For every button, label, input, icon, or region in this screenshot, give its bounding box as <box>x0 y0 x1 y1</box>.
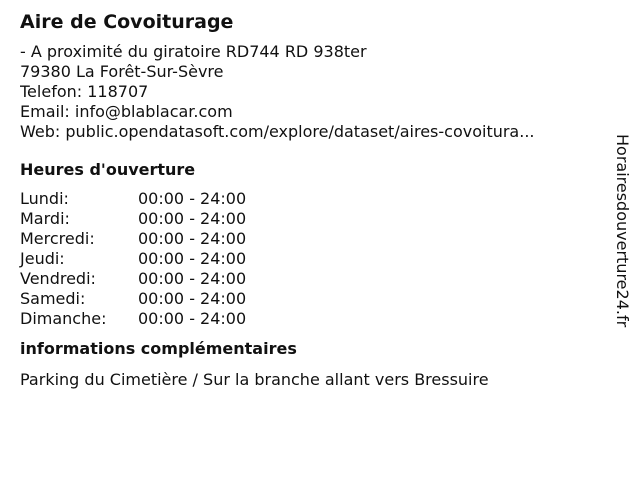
time-range: 00:00 - 24:00 <box>138 289 247 308</box>
hours-row-friday <box>20 269 246 289</box>
day-label: Jeudi: <box>20 249 65 268</box>
time-range: 00:00 - 24:00 <box>138 209 247 228</box>
hours-row-monday <box>20 189 246 209</box>
time-range: 00:00 - 24:00 <box>138 249 247 268</box>
additional-info-heading: informations complémentaires <box>20 339 297 358</box>
additional-info-text: Parking du Cimetière / Sur la branche allant vers Bressuire <box>20 370 489 389</box>
day-label: Vendredi: <box>20 269 96 288</box>
email-line: Email: info@blablacar.com <box>20 102 233 121</box>
phone-line: Telefon: 118707 <box>20 82 149 101</box>
time-range: 00:00 - 24:00 <box>138 309 247 328</box>
day-label: Samedi: <box>20 289 86 308</box>
hours-row-wednesday <box>20 229 246 249</box>
place-title: Aire de Covoiturage <box>20 11 234 33</box>
time-range: 00:00 - 24:00 <box>138 269 247 288</box>
day-label: Dimanche: <box>20 309 107 328</box>
day-label: Mercredi: <box>20 229 95 248</box>
opening-hours-heading: Heures d'ouverture <box>20 160 196 179</box>
day-label: Mardi: <box>20 209 70 228</box>
address-line-1: - A proximité du giratoire RD744 RD 938ter <box>20 42 367 61</box>
hours-row-sunday <box>20 309 246 329</box>
hours-row-thursday <box>20 249 246 269</box>
opening-hours-table <box>20 189 246 329</box>
day-label: Lundi: <box>20 189 69 208</box>
time-range: 00:00 - 24:00 <box>138 229 247 248</box>
place-card <box>20 10 605 390</box>
address-line-2: 79380 La Forêt-Sur-Sèvre <box>20 62 224 81</box>
hours-row-saturday <box>20 289 246 309</box>
site-brand-watermark: Horairesdouverture24.fr <box>613 134 632 328</box>
website-line: Web: public.opendatasoft.com/explore/dataset/aires-covoitura... <box>20 122 535 141</box>
hours-row-tuesday <box>20 209 246 229</box>
time-range: 00:00 - 24:00 <box>138 189 247 208</box>
